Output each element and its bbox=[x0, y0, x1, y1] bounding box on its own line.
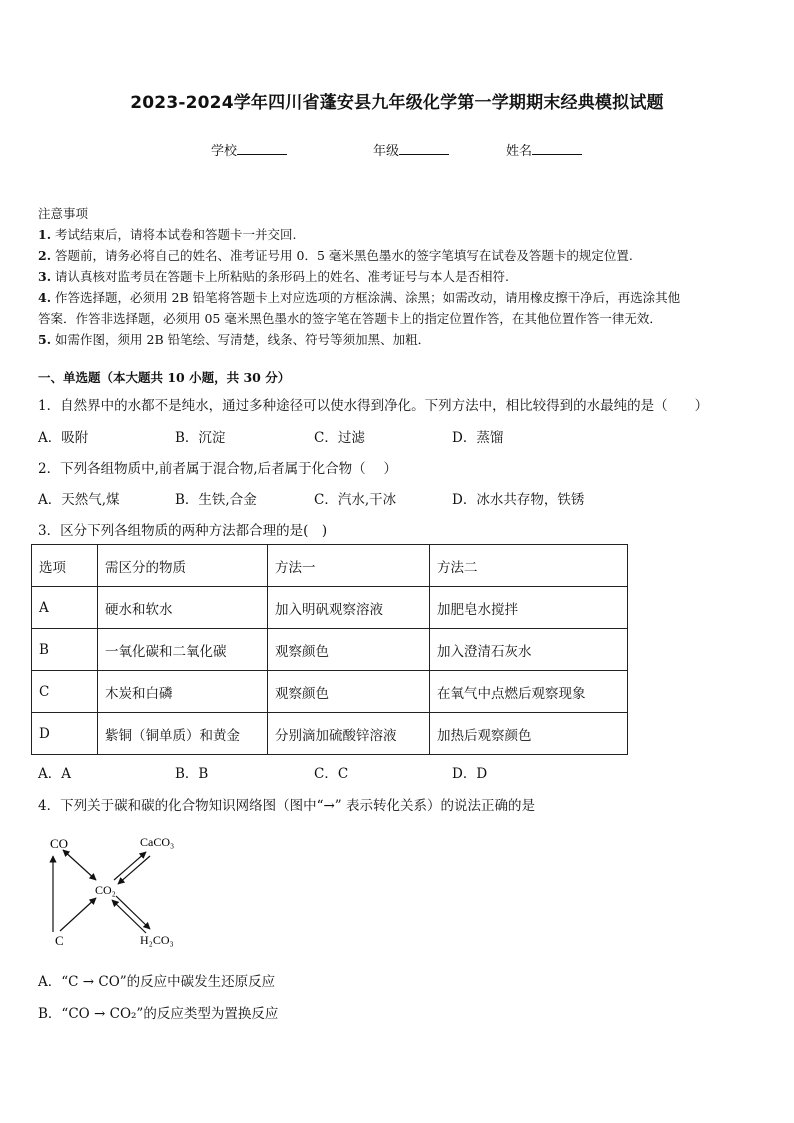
table-row bbox=[32, 587, 628, 629]
school-blank[interactable] bbox=[237, 142, 287, 155]
grade-label: 年级 bbox=[373, 144, 400, 159]
school-field[interactable] bbox=[211, 140, 287, 159]
table-cell: 加入澄清石灰水 bbox=[430, 629, 628, 671]
table-cell: C bbox=[32, 671, 98, 713]
table-cell: 一氧化碳和二氧化碳 bbox=[98, 629, 268, 671]
q3-option-d[interactable]: D．D bbox=[452, 766, 488, 782]
q1-option-d[interactable]: D．蒸馏 bbox=[452, 430, 504, 446]
notes-section bbox=[38, 203, 768, 350]
note-item: 4. 作答选择题，必须用 2B 铅笔将答题卡上对应选项的方框涂满、涂黑；如需改动，请用橡皮擦干净后，再选涂其他 bbox=[38, 290, 681, 305]
table-cell: 分别滴加硫酸锌溶液 bbox=[268, 713, 430, 755]
question-2-options bbox=[38, 488, 738, 508]
q1-option-b[interactable]: B．沉淀 bbox=[175, 430, 226, 446]
section-heading: 一、单选题（本大题共 10 小题，共 30 分） bbox=[38, 370, 291, 385]
table-header-cell: 方法二 bbox=[430, 545, 628, 587]
q4-option-a[interactable]: A．“C → CO”的反应中碳发生还原反应 bbox=[38, 974, 276, 990]
table-row bbox=[32, 671, 628, 713]
arrow-co-co2 bbox=[63, 850, 96, 880]
question-4-stem: 4．下列关于碳和碳的化合物知识网络图（图中“→” 表示转化关系）的说法正确的是 bbox=[38, 798, 535, 814]
table-header-cell: 需区分的物质 bbox=[98, 545, 268, 587]
q2-option-b[interactable]: B．生铁,合金 bbox=[175, 492, 257, 508]
grade-field[interactable] bbox=[373, 140, 449, 159]
q1-option-a[interactable]: A．吸附 bbox=[38, 430, 89, 446]
question-2-stem: 2．下列各组物质中,前者属于混合物,后者属于化合物（ ） bbox=[38, 461, 397, 477]
note-item: 5. 如需作图，须用 2B 铅笔绘、写清楚，线条、符号等须加黑、加粗． bbox=[38, 332, 431, 347]
note-item: 3. 请认真核对监考员在答题卡上所粘贴的条形码上的姓名、准考证号与本人是否相符. bbox=[38, 269, 510, 284]
q3-option-c[interactable]: C．C bbox=[314, 766, 349, 782]
q2-option-d[interactable]: D．冰水共存物，铁锈 bbox=[452, 492, 585, 508]
note-item-continuation: 答案．作答非选择题，必须用 05 毫米黑色墨水的签字笔在答题卡上的指定位置作答，在其他位置作答一律无效． bbox=[38, 311, 662, 326]
q2-option-a[interactable]: A．天然气,煤 bbox=[38, 492, 120, 508]
arrow-h2co3-to-co2 bbox=[112, 900, 146, 933]
q3-option-a[interactable]: A．A bbox=[38, 766, 71, 782]
arrow-co2-to-h2co3 bbox=[116, 896, 150, 929]
exam-title: 2023-2024学年四川省蓬安县九年级化学第一学期期末经典模拟试题 bbox=[130, 93, 664, 113]
node-c: C bbox=[55, 933, 64, 948]
table-cell: 加入明矾观察溶液 bbox=[268, 587, 430, 629]
q4-option-b[interactable]: B．“CO → CO₂”的反应类型为置换反应 bbox=[38, 1006, 279, 1022]
table-cell: A bbox=[32, 587, 98, 629]
note-item: 2. 答题前，请务必将自己的姓名、准考证号用 0．5 毫米黑色墨水的签字笔填写在试卷及答题卡的规定位置. bbox=[38, 248, 633, 263]
node-co2: CO₂ bbox=[95, 883, 116, 897]
question-3-table bbox=[31, 544, 628, 755]
node-co: CO bbox=[50, 836, 69, 851]
node-caco3: CaCO₃ bbox=[140, 835, 175, 849]
table-row bbox=[32, 713, 628, 755]
question-1-options bbox=[38, 426, 738, 446]
table-header-cell: 选项 bbox=[32, 545, 98, 587]
notes-heading: 注意事项 bbox=[38, 206, 89, 221]
question-1-stem: 1．自然界中的水都不是纯水，通过多种途径可以使水得到净化。下列方法中，相比较得到的水最纯的是（ ） bbox=[38, 398, 709, 414]
table-header-row bbox=[32, 545, 628, 587]
carbon-network-diagram bbox=[36, 828, 196, 953]
arrow-caco3-to-co2 bbox=[118, 856, 150, 884]
note-item: 1. 考试结束后，请将本试卷和答题卡一并交回. bbox=[38, 227, 297, 242]
table-cell: 加热后观察颜色 bbox=[430, 713, 628, 755]
question-3-stem: 3．区分下列各组物质的两种方法都合理的是( ) bbox=[38, 523, 328, 539]
table-cell: B bbox=[32, 629, 98, 671]
table-cell: 硬水和软水 bbox=[98, 587, 268, 629]
q2-option-c[interactable]: C．汽水,干冰 bbox=[314, 492, 397, 508]
table-header-cell: 方法一 bbox=[268, 545, 430, 587]
name-blank[interactable] bbox=[532, 142, 582, 155]
node-h2co3: H₂CO₃ bbox=[140, 933, 174, 947]
table-cell: 木炭和白磷 bbox=[98, 671, 268, 713]
arrow-co2-to-caco3 bbox=[114, 852, 146, 880]
table-cell: 紫铜（铜单质）和黄金 bbox=[98, 713, 268, 755]
name-field[interactable] bbox=[506, 140, 582, 159]
table-row bbox=[32, 629, 628, 671]
table-cell: 在氧气中点燃后观察现象 bbox=[430, 671, 628, 713]
table-cell: 观察颜色 bbox=[268, 671, 430, 713]
school-label: 学校 bbox=[211, 144, 238, 159]
table-cell: 加肥皂水搅拌 bbox=[430, 587, 628, 629]
arrow-c-to-co2 bbox=[60, 898, 96, 931]
grade-blank[interactable] bbox=[399, 142, 449, 155]
question-3-options bbox=[38, 762, 738, 782]
q1-option-c[interactable]: C．过滤 bbox=[314, 430, 365, 446]
name-label: 姓名 bbox=[506, 144, 533, 159]
table-cell: 观察颜色 bbox=[268, 629, 430, 671]
q3-option-b[interactable]: B．B bbox=[175, 766, 209, 782]
table-cell: D bbox=[32, 713, 98, 755]
